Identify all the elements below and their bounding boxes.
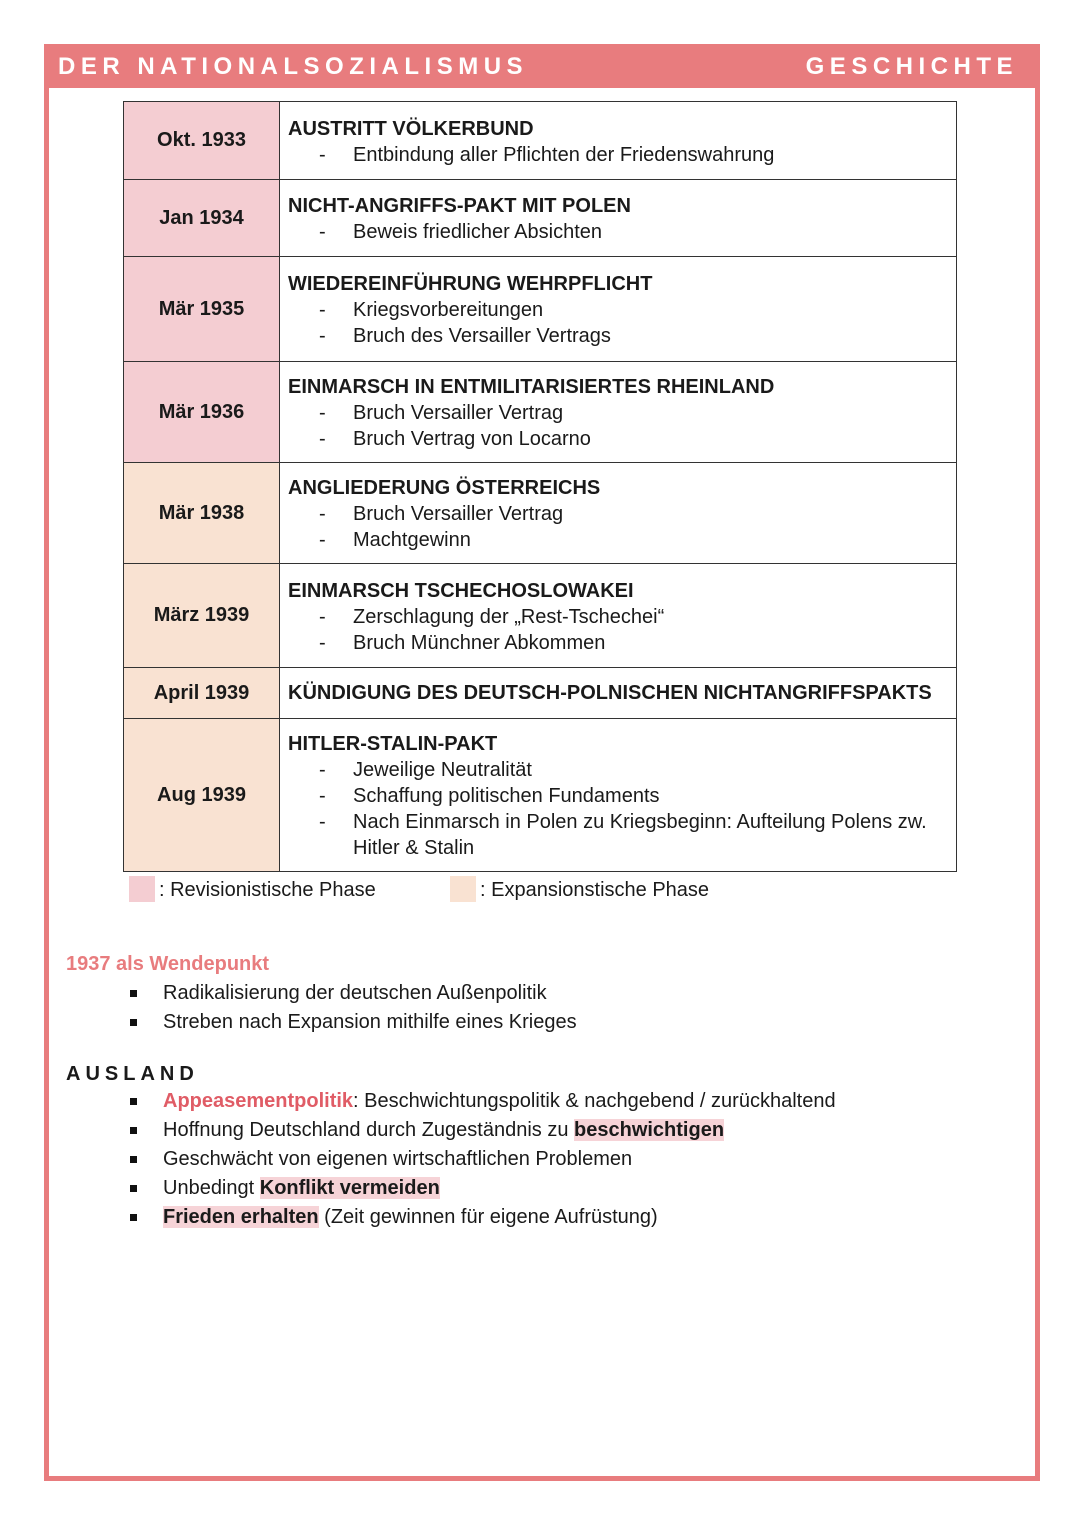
header-left-title: DER NATIONALSOZIALISMUS bbox=[58, 53, 529, 80]
timeline-event bbox=[280, 362, 957, 463]
list-item-text: Unbedingt bbox=[163, 1177, 260, 1199]
event-point: - Bruch Vertrag von Locarno bbox=[288, 426, 948, 452]
event-point: - Machtgewinn bbox=[288, 527, 948, 553]
header-right-title: GESCHICHTE bbox=[805, 53, 1018, 80]
event-point: - Bruch Versailler Vertrag bbox=[288, 400, 948, 426]
event-title: KÜNDIGUNG DES DEUTSCH-POLNISCHEN NICHTANGRIFFSPAKTS bbox=[288, 682, 932, 704]
list-item bbox=[126, 1087, 836, 1116]
event-title: EINMARSCH TSCHECHOSLOWAKEI bbox=[288, 579, 634, 602]
list-item bbox=[126, 1174, 836, 1203]
timeline-date: April 1939 bbox=[124, 668, 280, 719]
event-point: - Entbindung aller Pflichten der Friedenswahrung bbox=[288, 142, 948, 168]
timeline-event bbox=[280, 668, 957, 719]
timeline-event bbox=[280, 180, 957, 257]
timeline-date: Mär 1936 bbox=[124, 362, 280, 463]
list-item-text: Geschwächt von eigenen wirtschaftlichen Problemen bbox=[163, 1148, 633, 1170]
event-points bbox=[288, 297, 948, 349]
timeline-row bbox=[124, 102, 957, 180]
event-point: - Beweis friedlicher Absichten bbox=[288, 219, 948, 245]
ausland-list bbox=[126, 1087, 836, 1232]
event-title: WIEDEREINFÜHRUNG WEHRPFLICHT bbox=[288, 273, 653, 295]
event-point: - Bruch Münchner Abkommen bbox=[288, 630, 948, 656]
event-point: - Bruch des Versailler Vertrags bbox=[288, 323, 948, 349]
timeline-row bbox=[124, 668, 957, 719]
timeline-date: Jan 1934 bbox=[124, 180, 280, 257]
event-points bbox=[288, 501, 948, 553]
event-title: AUSTRITT VÖLKERBUND bbox=[288, 117, 534, 140]
event-points bbox=[288, 142, 948, 168]
event-point: - Bruch Versailler Vertrag bbox=[288, 501, 948, 527]
timeline-event bbox=[280, 564, 957, 668]
list-item: Streben nach Expansion mithilfe eines Krieges bbox=[126, 1008, 577, 1037]
timeline-date: März 1939 bbox=[124, 564, 280, 668]
event-point: - Zerschlagung der „Rest-Tschechei“ bbox=[288, 604, 948, 630]
ausland-title: AUSLAND bbox=[66, 1063, 199, 1085]
list-item-text: : Beschwichtungspolitik & nachgebend / zurückhaltend bbox=[353, 1090, 836, 1112]
timeline-date: Mär 1938 bbox=[124, 463, 280, 564]
timeline-event bbox=[280, 102, 957, 180]
legend-revisionist bbox=[129, 876, 376, 904]
event-point: - Nach Einmarsch in Polen zu Kriegsbeginn: Aufteilung Polens zw. Hitler & Stalin bbox=[288, 809, 948, 861]
timeline-event bbox=[280, 719, 957, 872]
event-title: ANGLIEDERUNG ÖSTERREICHS bbox=[288, 477, 601, 499]
timeline-row bbox=[124, 719, 957, 872]
list-item bbox=[126, 1116, 836, 1145]
list-item bbox=[126, 1203, 836, 1232]
timeline-row bbox=[124, 564, 957, 668]
highlight-frieden: Frieden erhalten bbox=[163, 1206, 319, 1228]
turning-point-title: 1937 als Wendepunkt bbox=[66, 953, 270, 975]
list-item: Radikalisierung der deutschen Außenpolitik bbox=[126, 979, 577, 1008]
highlight-beschwichtigen: beschwichtigen bbox=[574, 1119, 725, 1141]
legend-expansionist bbox=[450, 876, 709, 904]
timeline-row bbox=[124, 180, 957, 257]
timeline-row bbox=[124, 362, 957, 463]
timeline-row bbox=[124, 463, 957, 564]
event-points bbox=[288, 400, 948, 452]
timeline-event bbox=[280, 257, 957, 362]
turning-point-list bbox=[126, 979, 577, 1037]
event-points bbox=[288, 757, 948, 861]
event-title: NICHT-ANGRIFFS-PAKT MIT POLEN bbox=[288, 195, 631, 217]
event-points bbox=[288, 219, 948, 245]
legend-revisionist-label: : Revisionistische Phase bbox=[159, 879, 376, 901]
timeline-date: Aug 1939 bbox=[124, 719, 280, 872]
highlight-konflikt: Konflikt vermeiden bbox=[259, 1177, 440, 1199]
legend-swatch-expansionist bbox=[450, 876, 476, 902]
event-point: - Kriegsvorbereitungen bbox=[288, 297, 948, 323]
timeline-date: Okt. 1933 bbox=[124, 102, 280, 180]
event-points bbox=[288, 604, 948, 656]
list-item-text: Hoffnung Deutschland durch Zugeständnis zu bbox=[163, 1119, 575, 1141]
event-point: - Jeweilige Neutralität bbox=[288, 757, 948, 783]
timeline-row bbox=[124, 257, 957, 362]
timeline-event bbox=[280, 463, 957, 564]
event-title: EINMARSCH IN ENTMILITARISIERTES RHEINLAND bbox=[288, 376, 775, 398]
list-item bbox=[126, 1145, 836, 1174]
event-point: - Schaffung politischen Fundaments bbox=[288, 783, 948, 809]
legend-expansionist-label: : Expansionstische Phase bbox=[480, 879, 710, 901]
legend-swatch-revisionist bbox=[129, 876, 155, 902]
event-title: HITLER-STALIN-PAKT bbox=[288, 733, 498, 755]
list-item-text: (Zeit gewinnen für eigene Aufrüstung) bbox=[318, 1206, 658, 1228]
timeline-table bbox=[123, 101, 957, 872]
appeasement-term: Appeasementpolitik bbox=[163, 1090, 354, 1112]
timeline-date: Mär 1935 bbox=[124, 257, 280, 362]
